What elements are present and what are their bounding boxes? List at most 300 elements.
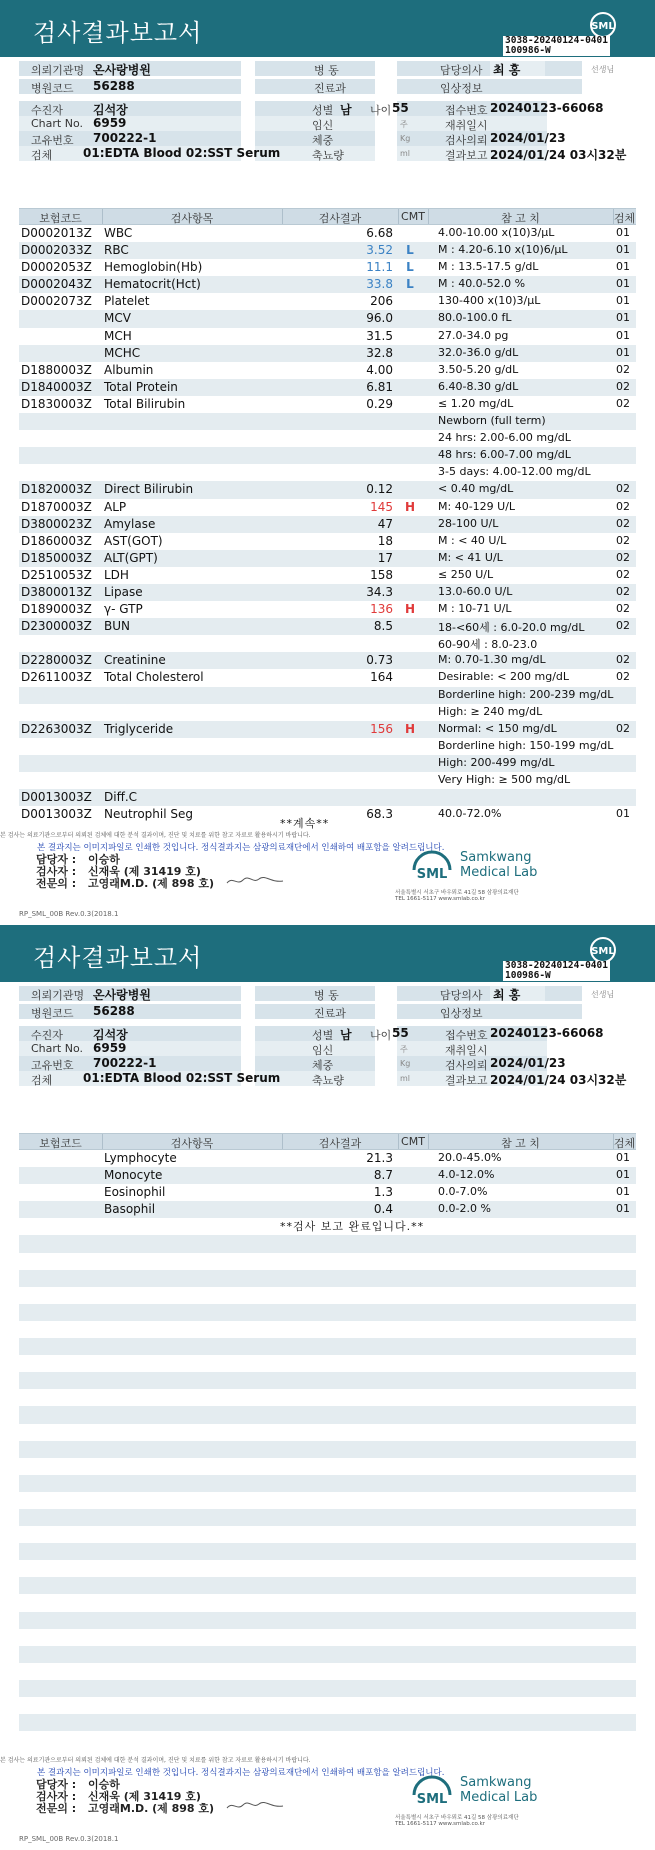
table-row	[19, 345, 636, 362]
print-notice: 본 결과지는 이미지파일로 인쇄한 것입니다. 정식결과지는 삼광의료재단에서 인쇄하여 배포함을 알려드립니다.	[37, 843, 445, 853]
specialist-value: 고영래M.D. (제 898 호)	[88, 1802, 215, 1815]
receipt-label: 접수번호	[445, 1029, 488, 1042]
table-row	[19, 738, 636, 755]
table-row	[19, 1543, 636, 1560]
specimen-code: 02	[616, 379, 630, 393]
result-flag: H	[404, 499, 416, 514]
test-name: AST(GOT)	[104, 533, 163, 548]
chart-no-value: 6959	[93, 1041, 127, 1055]
table-row	[19, 652, 636, 669]
test-result: 4.00	[366, 362, 393, 377]
report-title: 검사결과보고서	[33, 944, 203, 972]
table-row	[19, 1629, 636, 1646]
table-row	[19, 1475, 636, 1492]
institution-label: 의뢰기관명	[31, 989, 85, 1002]
test-name: MCH	[104, 328, 132, 343]
form-revision: RP_SML_00B Rev.0.3(2018.1	[19, 1835, 119, 1843]
header-divider	[613, 1134, 614, 1149]
specimen-code: 01	[616, 243, 630, 257]
test-result: 96.0	[366, 311, 393, 326]
test-result: 11.1	[366, 260, 393, 275]
hospital-code-label: 병원코드	[31, 82, 74, 95]
table-row	[19, 1424, 636, 1441]
pregnancy-unit: 주	[400, 120, 408, 129]
table-row	[19, 1680, 636, 1697]
reference-range: 20.0-45.0%	[438, 1151, 502, 1164]
table-row	[19, 1492, 636, 1509]
insurance-code: D1850003Z	[21, 550, 92, 565]
header-result: 검사결과	[318, 212, 362, 225]
reference-range: 3.50-5.20 g/dL	[438, 362, 519, 376]
svg-text:SML: SML	[591, 21, 615, 32]
specimen-code: 02	[616, 567, 630, 581]
fine-print: 본 검사는 의료기관으로부터 의뢰된 검체에 대한 분석 결과이며, 진단 및 치료를 위한 참고 자료로 활용하시기 바랍니다.	[0, 1757, 311, 1764]
continue-marker: **계속**	[280, 817, 330, 830]
test-name: Total Bilirubin	[104, 396, 186, 411]
header-specimen: 검체	[613, 212, 636, 225]
report-page-2	[0, 925, 655, 1850]
pregnancy-unit: 주	[400, 1045, 408, 1054]
test-name: WBC	[104, 226, 133, 240]
test-name: Lipase	[104, 584, 143, 599]
header-divider	[613, 209, 614, 224]
tester-value: 신재욱 (제 31419 호)	[88, 865, 201, 878]
table-row	[19, 601, 636, 618]
doctor-value: 최 홍	[493, 988, 521, 1002]
specimen-code: 02	[616, 516, 630, 530]
table-row	[19, 259, 636, 276]
weight-unit: Kg	[400, 1059, 411, 1068]
info-row-background	[397, 79, 582, 94]
test-result: 0.4	[373, 1202, 393, 1217]
reference-range: 48 hrs: 6.00-7.00 mg/dL	[438, 448, 571, 462]
result-flag: L	[406, 277, 414, 292]
header-cmt: CMT	[401, 210, 425, 223]
print-notice: 본 결과지는 이미지파일로 인쇄한 것입니다. 정식결과지는 삼광의료재단에서 인쇄하여 배포함을 알려드립니다.	[37, 1768, 445, 1778]
doctor-value: 최 홍	[493, 63, 521, 77]
test-name: MCHC	[104, 345, 141, 360]
specimen-label: 검체	[31, 1074, 53, 1087]
test-name: Hematocrit(Hct)	[104, 277, 201, 292]
reference-range: 4.0-12.0%	[438, 1168, 495, 1182]
sml-lab-logo-icon	[408, 1773, 456, 1809]
table-row	[19, 1697, 636, 1714]
lab-name	[460, 1775, 537, 1805]
table-row	[19, 533, 636, 550]
specimen-code: 02	[616, 670, 630, 684]
header-divider	[428, 209, 429, 224]
report-footer	[0, 830, 655, 920]
test-result: 158	[370, 567, 393, 582]
results-table-body	[19, 1150, 636, 1748]
reference-range: M : 40.0-52.0 %	[438, 277, 526, 291]
insurance-code: D1820003Z	[21, 482, 92, 497]
test-result: 21.3	[366, 1151, 393, 1165]
age-value: 55	[392, 101, 409, 115]
result-flag: L	[406, 260, 414, 275]
document-number: 3038-20240124-0401 100986-W	[505, 960, 608, 981]
insurance-code: D1880003Z	[21, 362, 92, 377]
urine-label: 축뇨량	[312, 149, 344, 162]
test-name: Lymphocyte	[104, 1151, 177, 1165]
specimen-code: 02	[616, 533, 630, 547]
test-result: 17	[377, 550, 393, 565]
result-flag: H	[404, 602, 416, 617]
svg-text:SML: SML	[416, 1792, 448, 1807]
reference-range: Newborn (full term)	[438, 414, 546, 428]
sex-value: 남	[340, 103, 352, 117]
ward-label: 병 동	[314, 989, 339, 1002]
lab-name-line1: Samkwang	[460, 850, 532, 865]
specimen-code: 02	[616, 602, 630, 616]
table-row	[19, 242, 636, 259]
results-table-body	[19, 225, 636, 823]
specimen-code: 02	[616, 619, 630, 633]
table-row	[19, 721, 636, 738]
id-no-label: 고유번호	[31, 1059, 74, 1072]
receipt-label: 접수번호	[445, 104, 488, 117]
test-result: 0.73	[366, 653, 393, 668]
report-date-value: 2024/01/24 03시32분	[490, 1073, 627, 1087]
insurance-code: D2300003Z	[21, 619, 92, 634]
id-no-value: 700222-1	[93, 131, 157, 145]
table-row	[19, 704, 636, 721]
id-no-value: 700222-1	[93, 1056, 157, 1070]
reference-range: 28-100 U/L	[438, 516, 499, 530]
test-result: 206	[370, 294, 393, 309]
report-title: 검사결과보고서	[33, 19, 203, 47]
test-result: 136	[370, 602, 393, 617]
institution-label: 의뢰기관명	[31, 64, 85, 77]
table-row	[19, 396, 636, 413]
hospital-code-value: 56288	[93, 1004, 135, 1018]
table-row	[19, 618, 636, 635]
insurance-code: D2263003Z	[21, 721, 92, 736]
table-row	[19, 1612, 636, 1629]
reference-range: M : 4.20-6.10 x(10)6/μL	[438, 243, 568, 257]
report-footer	[0, 1755, 655, 1845]
insurance-code: D0002013Z	[21, 226, 92, 240]
table-row	[19, 550, 636, 567]
header-divider	[398, 209, 399, 224]
test-name: Neutrophil Seg	[104, 807, 194, 822]
reference-range: High: ≥ 240 mg/dL	[438, 704, 543, 718]
reference-range: 27.0-34.0 pg	[438, 328, 509, 342]
test-name: MCV	[104, 311, 131, 326]
age-label: 나이	[370, 1029, 392, 1042]
tester-value: 신재욱 (제 31419 호)	[88, 1790, 201, 1803]
lab-name	[460, 850, 537, 880]
specimen-code: 02	[616, 721, 630, 735]
test-name: γ- GTP	[104, 602, 143, 617]
reference-range: 40.0-72.0%	[438, 807, 502, 821]
lab-name-line2: Medical Lab	[460, 865, 538, 880]
table-row	[19, 1646, 636, 1663]
test-name: Total Protein	[104, 379, 178, 394]
tester-label: 검사자 :	[36, 865, 77, 878]
table-row	[19, 1458, 636, 1475]
table-row	[19, 430, 636, 447]
reference-range: 18-<60세 : 6.0-20.0 mg/dL	[438, 621, 585, 635]
reference-range: M: 40-129 U/L	[438, 499, 516, 513]
urine-label: 축뇨량	[312, 1074, 344, 1087]
test-result: 68.3	[366, 807, 393, 822]
svg-text:SML: SML	[591, 946, 615, 957]
reference-range: 24 hrs: 2.00-6.00 mg/dL	[438, 431, 571, 445]
institution-value: 온사랑병원	[93, 988, 151, 1002]
table-row	[19, 755, 636, 772]
header-insurance-code: 보험코드	[39, 212, 82, 225]
department-label: 진료과	[314, 1007, 346, 1020]
reference-range: 3-5 days: 4.00-12.00 mg/dL	[438, 465, 591, 479]
test-name: ALP	[104, 499, 127, 514]
specimen-code: 01	[616, 1202, 630, 1216]
specimen-code: 01	[616, 328, 630, 342]
department-label: 진료과	[314, 82, 346, 95]
receipt-value: 20240123-66068	[490, 1026, 604, 1040]
table-row	[19, 1509, 636, 1526]
header-reference: 참 고 치	[501, 1137, 540, 1150]
hospital-code-value: 56288	[93, 79, 135, 93]
table-row	[19, 1150, 636, 1167]
test-result: 164	[370, 670, 393, 685]
reference-range: 0.0-7.0%	[438, 1185, 488, 1199]
age-label: 나이	[370, 104, 392, 117]
test-result: 34.3	[366, 584, 393, 599]
test-name: BUN	[104, 619, 130, 634]
table-row	[19, 310, 636, 327]
chart-no-label: Chart No.	[31, 117, 83, 130]
receipt-value: 20240123-66068	[490, 101, 604, 115]
table-row	[19, 379, 636, 396]
lab-contact: TEL 1661-5117 www.smlab.co.kr	[395, 1821, 485, 1827]
reference-range: M : 13.5-17.5 g/dL	[438, 260, 539, 274]
doctor-label: 담당의사	[440, 989, 483, 1002]
specimen-code: 01	[616, 345, 630, 359]
table-row	[19, 1253, 636, 1270]
specimen-label: 검체	[31, 149, 53, 162]
test-name: Monocyte	[104, 1168, 163, 1183]
test-result: 0.12	[366, 482, 393, 497]
specimen-code: 02	[616, 653, 630, 667]
test-name: Platelet	[104, 294, 150, 309]
table-row	[19, 447, 636, 464]
header-insurance-code: 보험코드	[39, 1137, 82, 1150]
lab-contact: TEL 1661-5117 www.smlab.co.kr	[395, 896, 485, 902]
test-name: Direct Bilirubin	[104, 482, 194, 497]
table-row	[19, 1321, 636, 1338]
report-date-label: 결과보고	[445, 149, 488, 162]
weight-label: 체중	[312, 1059, 334, 1072]
table-row	[19, 464, 636, 481]
specimen-code: 02	[616, 482, 630, 496]
fine-print: 본 검사는 의료기관으로부터 의뢰된 검체에 대한 분석 결과이며, 진단 및 치료를 위한 참고 자료로 활용하시기 바랍니다.	[0, 832, 311, 839]
test-name: Basophil	[104, 1202, 156, 1217]
document-number: 3038-20240124-0401 100986-W	[505, 35, 608, 56]
reference-range: Borderline high: 200-239 mg/dL	[438, 687, 614, 701]
header-divider	[282, 209, 283, 224]
info-row-background	[397, 1004, 582, 1019]
charge-value: 이승하	[88, 1778, 120, 1791]
patient-label: 수진자	[31, 1029, 63, 1042]
header-divider	[102, 1134, 103, 1149]
header-divider	[398, 1134, 399, 1149]
lab-name-line1: Samkwang	[460, 1775, 532, 1790]
table-row	[19, 1441, 636, 1458]
header-divider	[102, 209, 103, 224]
report-date-label: 결과보고	[445, 1074, 488, 1087]
results-table-header	[19, 208, 636, 225]
svg-text:SML: SML	[416, 867, 448, 882]
sex-label: 성별	[312, 1029, 334, 1042]
table-row	[19, 1594, 636, 1611]
table-row	[19, 1355, 636, 1372]
table-row	[19, 1714, 636, 1731]
specimen-code: 02	[616, 499, 630, 513]
charge-label: 담당자 :	[36, 853, 77, 866]
charge-label: 담당자 :	[36, 1778, 77, 1791]
test-result: 47	[377, 516, 393, 531]
test-result: 6.81	[366, 379, 393, 394]
header-test-name: 검사항목	[170, 212, 214, 225]
test-result: 31.5	[366, 328, 393, 343]
insurance-code: D3800013Z	[21, 584, 92, 599]
reference-range: 13.0-60.0 U/L	[438, 584, 513, 598]
header-test-name: 검사항목	[170, 1137, 214, 1150]
table-row	[19, 481, 636, 498]
insurance-code: D0002043Z	[21, 277, 92, 292]
insurance-code: D1830003Z	[21, 396, 92, 411]
form-revision: RP_SML_00B Rev.0.3(2018.1	[19, 910, 119, 918]
specialist-label: 전문의 :	[36, 877, 77, 890]
insurance-code: D2280003Z	[21, 653, 92, 668]
specimen-code: 01	[616, 277, 630, 291]
patient-label: 수진자	[31, 104, 63, 117]
table-row	[19, 1167, 636, 1184]
test-result: 0.29	[366, 396, 393, 411]
clinical-info-label: 임상정보	[440, 1007, 483, 1020]
reference-range: Desirable: < 200 mg/dL	[438, 670, 570, 684]
reference-range: Very High: ≥ 500 mg/dL	[438, 773, 571, 786]
table-row	[19, 276, 636, 293]
test-name: Triglyceride	[104, 721, 174, 736]
doctor-suffix: 선생님	[591, 990, 615, 999]
header-cmt: CMT	[401, 1135, 425, 1148]
test-result: 8.5	[373, 619, 393, 634]
signature	[225, 1799, 285, 1813]
specimen-code: 01	[616, 226, 630, 239]
doctor-label: 담당의사	[440, 64, 483, 77]
header-reference: 참 고 치	[501, 212, 540, 225]
reference-range: 6.40-8.30 g/dL	[438, 379, 519, 393]
insurance-code: D2611003Z	[21, 670, 92, 685]
header-divider	[428, 1134, 429, 1149]
header-divider	[282, 1134, 283, 1149]
urine-unit: ml	[400, 1074, 411, 1083]
reference-range: 130-400 x(10)3/μL	[438, 294, 541, 308]
hospital-code-label: 병원코드	[31, 1007, 74, 1020]
table-row	[19, 1663, 636, 1680]
reference-range: M: 0.70-1.30 mg/dL	[438, 653, 546, 667]
chart-no-label: Chart No.	[31, 1042, 83, 1055]
age-value: 55	[392, 1026, 409, 1040]
result-flag: H	[404, 721, 416, 736]
test-result: 8.7	[373, 1168, 393, 1183]
specialist-label: 전문의 :	[36, 1802, 77, 1815]
table-row	[19, 1372, 636, 1389]
test-name: Hemoglobin(Hb)	[104, 260, 203, 275]
table-row	[19, 516, 636, 533]
reference-range: 80.0-100.0 fL	[438, 311, 512, 325]
table-row	[19, 328, 636, 345]
insurance-code: D2510053Z	[21, 567, 92, 582]
reference-range: ≤ 1.20 mg/dL	[438, 396, 514, 410]
test-name: Creatinine	[104, 653, 166, 668]
tester-label: 검사자 :	[36, 1790, 77, 1803]
insurance-code: D0002073Z	[21, 294, 92, 309]
specimen-code: 02	[616, 584, 630, 598]
specimen-code: 01	[616, 1185, 630, 1199]
table-row	[19, 1577, 636, 1594]
table-row	[19, 772, 636, 789]
table-row	[19, 1731, 636, 1748]
reference-range: 0.0-2.0 %	[438, 1202, 491, 1216]
institution-value: 온사랑병원	[93, 63, 151, 77]
table-row	[19, 1270, 636, 1287]
id-no-label: 고유번호	[31, 134, 74, 147]
weight-unit: Kg	[400, 134, 411, 143]
table-row	[19, 635, 636, 652]
insurance-code: D1870003Z	[21, 499, 92, 514]
table-row	[19, 789, 636, 806]
table-row	[19, 1304, 636, 1321]
reference-range: 60-90세 : 8.0-23.0	[438, 638, 538, 652]
results-table-header	[19, 1133, 636, 1150]
table-row	[19, 567, 636, 584]
table-row	[19, 584, 636, 601]
reference-range: 32.0-36.0 g/dL	[438, 345, 519, 359]
signature	[225, 874, 285, 888]
test-name: ALT(GPT)	[104, 550, 158, 565]
test-name: Eosinophil	[104, 1185, 166, 1200]
insurance-code: D3800023Z	[21, 516, 92, 531]
table-row	[19, 499, 636, 516]
specimen-value: 01:EDTA Blood 02:SST Serum	[83, 146, 281, 160]
recollect-label: 재취일시	[445, 1044, 488, 1057]
sml-lab-logo-icon	[408, 848, 456, 884]
insurance-code: D0002033Z	[21, 243, 92, 258]
chart-no-value: 6959	[93, 116, 127, 130]
test-result: 6.68	[366, 226, 393, 240]
test-name: LDH	[104, 567, 129, 582]
request-date-value: 2024/01/23	[490, 1056, 566, 1070]
table-row	[19, 1201, 636, 1218]
test-result: 156	[370, 721, 393, 736]
insurance-code: D0013003Z	[21, 807, 92, 822]
test-name: Amylase	[104, 516, 156, 531]
table-row	[19, 362, 636, 379]
specimen-code: 02	[616, 396, 630, 410]
table-row	[19, 1235, 636, 1252]
reference-range: < 0.40 mg/dL	[438, 482, 514, 496]
insurance-code: D1840003Z	[21, 379, 92, 394]
report-date-value: 2024/01/24 03시32분	[490, 148, 627, 162]
table-row	[19, 1560, 636, 1577]
charge-value: 이승하	[88, 853, 120, 866]
header-specimen: 검체	[613, 1137, 636, 1150]
request-date-value: 2024/01/23	[490, 131, 566, 145]
reference-range: M : 10-71 U/L	[438, 602, 512, 616]
